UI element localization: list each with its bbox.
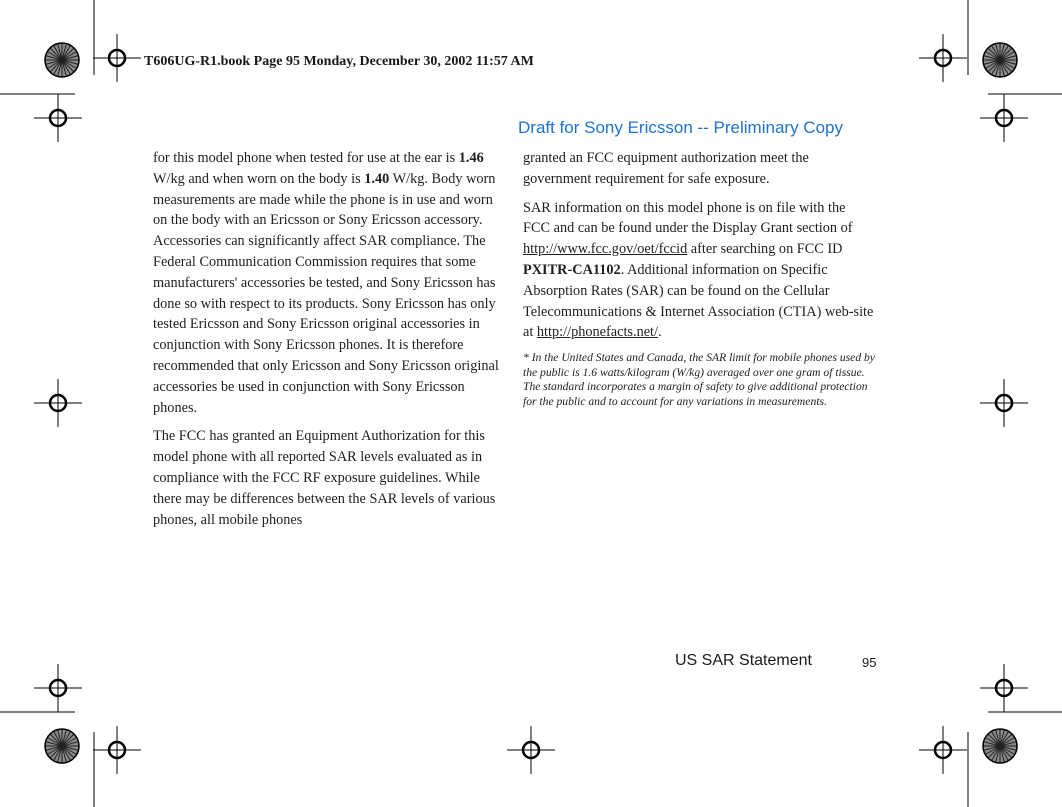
star-target-mark: [45, 729, 79, 763]
left-paragraph-1: for this model phone when tested for use at the ear is 1.46 W/kg and when worn on the body is 1.40 W/kg. Body worn measurements are made while the phone is in use and worn on the body with an Ericsson or Sony Ericsson accessory. Accessories can significantly affect SAR compliance. The Federal Communication Commission requires that some manufacturers' accessories be tested, and Sony Ericsson has done so with respect to its products. Sony Ericsson has only tested Ericsson and Sony Ericsson original accessories in conjunction with Sony Ericsson phones. It is therefore recommended that only Ericsson and Sony Ericsson original accessories be used in conjunction with Sony Ericsson phones.: [153, 150, 499, 416]
star-target-mark: [45, 43, 79, 77]
registration-mark: [34, 664, 82, 712]
star-target-mark: [983, 43, 1017, 77]
registration-mark: [93, 34, 141, 82]
draft-notice: Draft for Sony Ericsson -- Preliminary Copy: [518, 118, 843, 137]
sar-limit-footnote: * In the United States and Canada, the SAR limit for mobile phones used by the public is 1.6 watts/kilogram (W/kg) averaged over one gram of tissue. The standard incorporates a margin of safety to give additional protection for the public and to account for any variations in measurements.: [523, 351, 875, 408]
print-header: T606UG-R1.book Page 95 Monday, December 30, 2002 11:57 AM: [144, 54, 534, 69]
fcc-id-link[interactable]: http://www.fcc.gov/oet/fccid: [523, 241, 688, 258]
left-paragraph-2: The FCC has granted an Equipment Authorization for this model phone with all reported SAR levels evaluated as in compliance with the FCC RF exposure guidelines. While there may be differences between the SAR levels of various phones, all mobile phones: [153, 428, 496, 528]
registration-mark: [93, 726, 141, 774]
registration-mark: [919, 726, 967, 774]
right-paragraph-2: SAR information on this model phone is on file with the FCC and can be found under the Display Grant section of http://www.fcc.gov/oet/fccid after searching on FCC ID PXITR-CA1102. Additional information on Specific Absorption Rates (SAR) can be found on the Cellular Telecommunications & Internet Association (CTIA) web-site at http://phonefacts.net/.: [523, 199, 874, 341]
registration-mark: [507, 726, 555, 774]
right-paragraph-1: granted an FCC equipment authorization meet the government requirement for safe exposure.: [523, 150, 809, 187]
registration-mark: [980, 94, 1028, 142]
left-column: [153, 148, 509, 538]
registration-mark: [34, 379, 82, 427]
body-sar-value: 1.40: [364, 170, 390, 187]
star-target-mark: [983, 729, 1017, 763]
fcc-id-value: PXITR-CA1102: [523, 261, 621, 278]
registration-mark: [980, 664, 1028, 712]
registration-mark: [34, 94, 82, 142]
registration-mark: [919, 34, 967, 82]
phonefacts-link[interactable]: http://phonefacts.net/: [536, 324, 659, 341]
footer-section-title: US SAR Statement: [675, 652, 812, 669]
registration-mark: [980, 379, 1028, 427]
right-column: [523, 148, 875, 409]
ear-sar-value: 1.46: [458, 150, 484, 166]
page-number: 95: [862, 655, 877, 670]
